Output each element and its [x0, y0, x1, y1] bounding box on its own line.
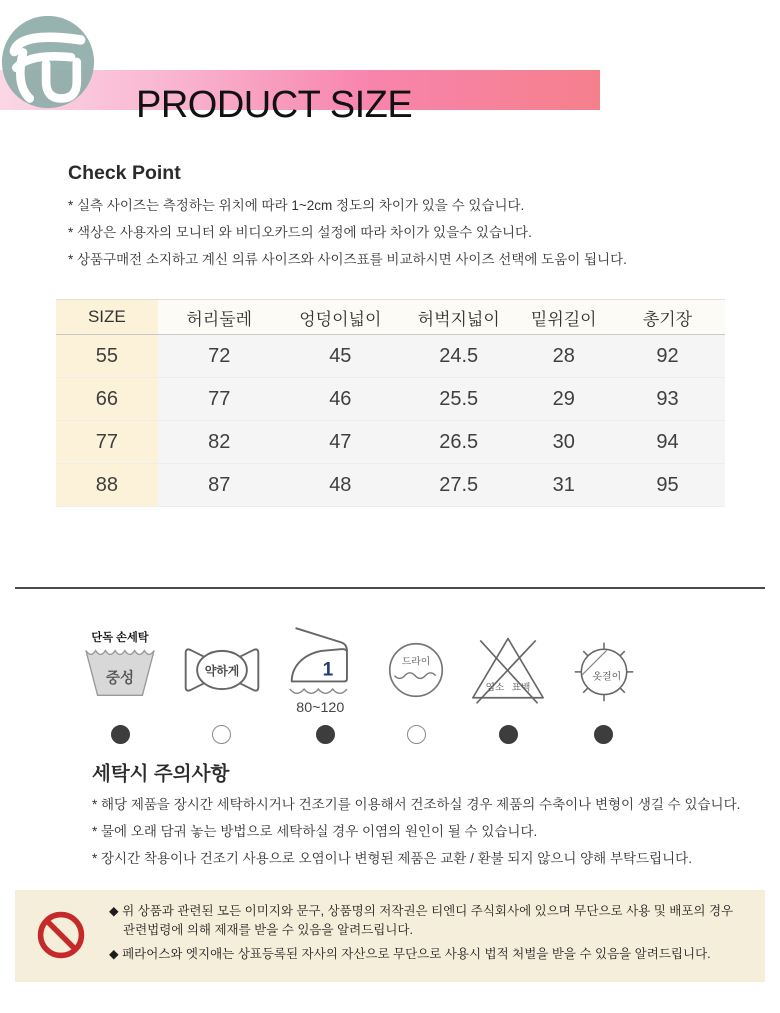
care-item-iron: [286, 623, 366, 744]
care-option-dot: [111, 725, 130, 744]
hand-wash-icon: [82, 623, 158, 717]
hanger-dry-label: 옷걸이: [592, 671, 622, 683]
care-item-hanger-dry: [570, 623, 638, 744]
check-point-item: * 상품구매전 소지하고 계신 의류 사이즈와 사이즈표를 비교하시면 사이즈 선택에 도움이 됩니다.: [68, 252, 627, 267]
table-row: [56, 464, 725, 507]
wash-caution-title: 세탁시 주의사항: [92, 763, 230, 785]
prohibited-icon: [35, 909, 87, 961]
wring-icon: [179, 623, 265, 717]
hand-wash-inner-label: 중성: [105, 670, 135, 687]
wring-inner-label: 약하게: [204, 663, 240, 678]
copyright-notice: [15, 890, 765, 982]
care-item-no-bleach: [467, 623, 549, 744]
cell-value: 47: [281, 421, 400, 464]
cell-value: 87: [158, 464, 281, 507]
size-table-header-row: [56, 300, 725, 335]
col-header-total-length: 총기장: [610, 300, 725, 335]
no-bleach-icon: [467, 623, 549, 717]
wash-caution-section: [92, 758, 780, 866]
cell-value: 29: [518, 378, 610, 421]
cell-value: 31: [518, 464, 610, 507]
check-point-section: [68, 162, 780, 267]
col-header-rise: 밑위길이: [518, 300, 610, 335]
section-divider: [15, 587, 765, 589]
hanger-dry-icon: [570, 623, 638, 717]
col-header-thigh: 허벅지넓이: [400, 300, 518, 335]
dry-clean-icon: [386, 623, 446, 717]
check-point-item: * 실측 사이즈는 측정하는 위치에 따라 1~2cm 정도의 차이가 있을 수 있습니다.: [68, 198, 525, 213]
cell-value: 45: [281, 335, 400, 378]
care-item-hand-wash: [82, 623, 158, 744]
care-option-dot: [594, 725, 613, 744]
cell-value: 48: [281, 464, 400, 507]
col-header-hip: 엉덩이넓이: [281, 300, 400, 335]
cell-value: 27.5: [400, 464, 518, 507]
iron-temp-number: 1: [322, 659, 333, 681]
cell-size: 66: [56, 378, 158, 421]
cell-value: 30: [518, 421, 610, 464]
care-item-dry-clean: [386, 623, 446, 744]
cell-value: 94: [610, 421, 725, 464]
cell-value: 28: [518, 335, 610, 378]
cell-value: 25.5: [400, 378, 518, 421]
care-option-dot: [499, 725, 518, 744]
table-row: [56, 378, 725, 421]
wash-caution-item: * 해당 제품을 장시간 세탁하시거나 건조기를 이용해서 건조하실 경우 제품의 수축이나 변형이 생길 수 있습니다.: [92, 797, 741, 812]
fu-logo-icon: [0, 14, 96, 110]
no-bleach-left-label: 염소: [485, 682, 505, 694]
cell-value: 26.5: [400, 421, 518, 464]
cell-size: 55: [56, 335, 158, 378]
table-row: [56, 335, 725, 378]
cell-value: 77: [158, 378, 281, 421]
page-header: [0, 0, 780, 126]
cell-value: 46: [281, 378, 400, 421]
cell-size: 88: [56, 464, 158, 507]
dry-clean-label: 드라이: [402, 656, 431, 668]
wash-caution-item: * 물에 오래 담궈 놓는 방법으로 세탁하실 경우 이염의 원인이 될 수 있습니다.: [92, 824, 538, 839]
check-point-item: * 색상은 사용자의 모니터 와 비디오카드의 설정에 따라 차이가 있을수 있습니다.: [68, 225, 532, 240]
table-row: [56, 421, 725, 464]
cell-value: 72: [158, 335, 281, 378]
hand-wash-label: 단독 손세탁: [91, 631, 149, 644]
cell-size: 77: [56, 421, 158, 464]
care-icons-row: [82, 623, 638, 744]
brand-logo: [0, 14, 96, 110]
care-option-dot: [407, 725, 426, 744]
col-header-waist: 허리둘레: [158, 300, 281, 335]
notice-item: ◆ 위 상품과 관련된 모든 이미지와 문구, 상품명의 저작권은 티엔디 주식회사에 있으며 무단으로 사용 및 배포의 경우 관련법령에 의해 제재를 받을 수 있음을 알려드립니다.: [109, 904, 734, 938]
col-header-size: SIZE: [56, 300, 158, 335]
care-option-dot: [212, 725, 231, 744]
no-bleach-right-label: 표백: [511, 682, 531, 694]
iron-icon: [286, 623, 366, 717]
cell-value: 24.5: [400, 335, 518, 378]
care-option-dot: [316, 725, 335, 744]
size-table: [56, 299, 725, 507]
page-title: PRODUCT SIZE: [136, 84, 413, 126]
cell-value: 92: [610, 335, 725, 378]
cell-value: 93: [610, 378, 725, 421]
cell-value: 95: [610, 464, 725, 507]
copyright-notice-text: [109, 902, 747, 968]
check-point-title: Check Point: [68, 162, 181, 184]
cell-value: 82: [158, 421, 281, 464]
care-item-wring: [179, 623, 265, 744]
wash-caution-item: * 장시간 착용이나 건조기 사용으로 오염이나 변형된 제품은 교환 / 환불 되지 않으니 양해 부탁드립니다.: [92, 851, 692, 866]
iron-range-label: 80~120: [295, 699, 344, 716]
notice-item: ◆ 페라어스와 엣지애는 상표등록된 자사의 자산으로 무단으로 사용시 법적 처벌을 받을 수 있음을 알려드립니다.: [109, 946, 711, 961]
